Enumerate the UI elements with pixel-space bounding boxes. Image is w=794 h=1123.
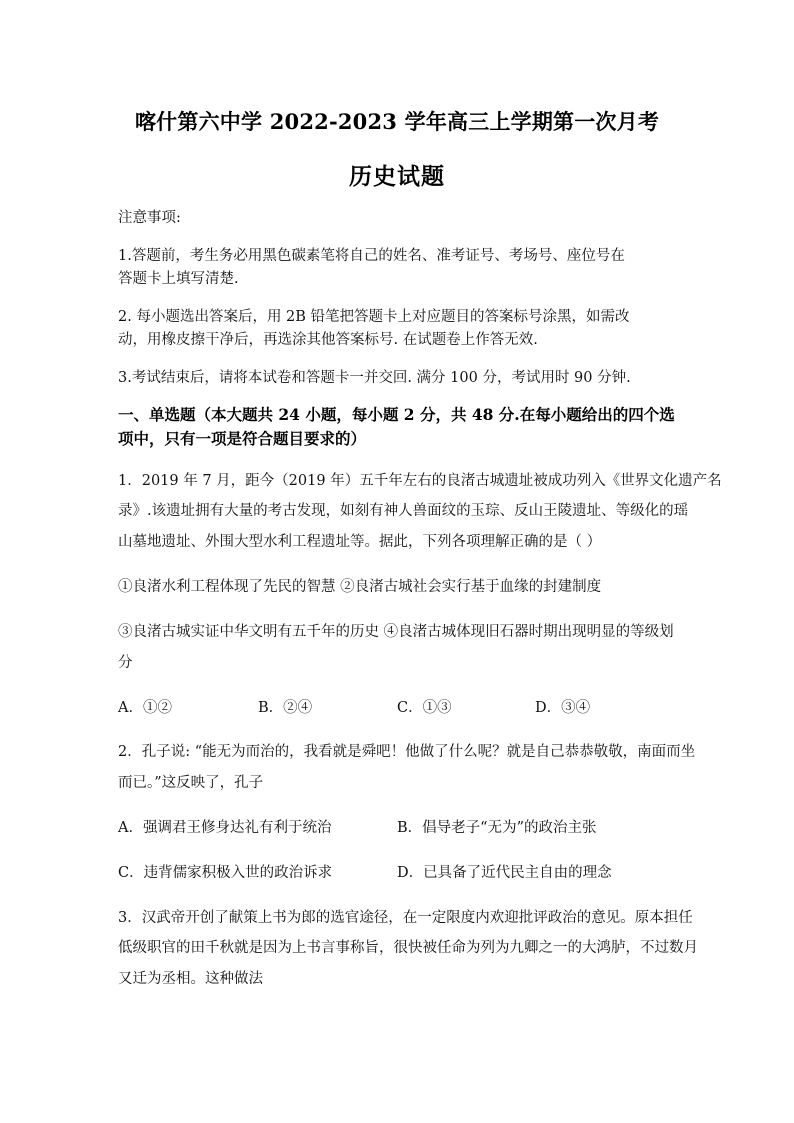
notice-item-1-line-2: 答题卡上填写清楚. xyxy=(118,271,239,287)
q3-line-3: 又迁为丞相。这种做法 xyxy=(118,971,263,987)
q1-line-1: 1．2019 年 7 月，距今（2019 年）五千年左右的良渚古城遗址被成功列入《世界文化遗产名 xyxy=(118,473,722,489)
q1-statement-line-3: 分 xyxy=(118,655,133,671)
q1-option-d: D．③④ xyxy=(535,700,591,716)
notice-heading: 注意事项: xyxy=(118,210,181,226)
notice-item-2-line-2: 动，用橡皮擦干净后，再选涂其他答案标号. 在试题卷上作答无效. xyxy=(118,332,538,348)
q1-option-c: C．①③ xyxy=(397,700,452,716)
q1-line-2: 录》.该遗址拥有大量的考古发现，如刻有神人兽面纹的玉琮、反山王陵遗址、等级化的瑶 xyxy=(118,503,689,519)
q1-option-a: A．①② xyxy=(118,700,172,716)
q1-statement-line-2: ③良渚古城实证中华文明有五千年的历史 ④良渚古城体现旧石器时期出现明显的等级划 xyxy=(118,624,674,640)
exam-subtitle: 历史试题 xyxy=(349,163,445,190)
q2-option-d: D．已具备了近代民主自由的理念 xyxy=(397,865,612,881)
q3-line-1: 3．汉武帝开创了献策上书为郎的选官途径，在一定限度内欢迎批评政治的意见。原本担任 xyxy=(118,910,693,926)
section-1-heading-line-2: 项中，只有一项是符合题目要求的） xyxy=(118,429,367,448)
notice-item-3: 3.考试结束后，请将本试卷和答题卡一并交回. 满分 100 分，考试用时 90 分钟. xyxy=(118,370,631,386)
q2-option-c: C．违背儒家积极入世的政治诉求 xyxy=(118,865,333,881)
q1-statement-line-1: ①良渚水利工程体现了先民的智慧 ②良渚古城社会实行基于血缘的封建制度 xyxy=(118,579,602,595)
q3-line-2: 低级职官的田千秋就是因为上书言事称旨，很快被任命为列为九卿之一的大鸿胪，不过数月 xyxy=(118,940,698,956)
exam-title: 喀什第六中学 2022-2023 学年高三上学期第一次月考 xyxy=(134,109,660,134)
notice-item-1-line-1: 1.答题前，考生务必用黑色碳素笔将自己的姓名、准考证号、考场号、座位号在 xyxy=(118,248,625,264)
q2-line-2: 而已。”这反映了，孔子 xyxy=(118,775,264,791)
q1-option-b: B．②④ xyxy=(258,700,313,716)
q1-line-3: 山墓地遗址、外围大型水利工程遗址等。据此，下列各项理解正确的是（ ） xyxy=(118,534,602,550)
q2-option-a: A．强调君王修身达礼有利于统治 xyxy=(118,820,332,836)
notice-item-2-line-1: 2. 每小题选出答案后，用 2B 铅笔把答题卡上对应题目的答案标号涂黑，如需改 xyxy=(118,309,630,325)
section-1-heading-line-1: 一、单选题（本大题共 24 小题，每小题 2 分，共 48 分.在每小题给出的四个选 xyxy=(118,405,675,424)
q2-line-1: 2．孔子说: “能无为而治的，我看就是舜吧！他做了什么呢？就是自己恭恭敬敬，南面而坐 xyxy=(118,744,696,760)
q2-option-b: B．倡导老子“无为”的政治主张 xyxy=(397,820,597,836)
